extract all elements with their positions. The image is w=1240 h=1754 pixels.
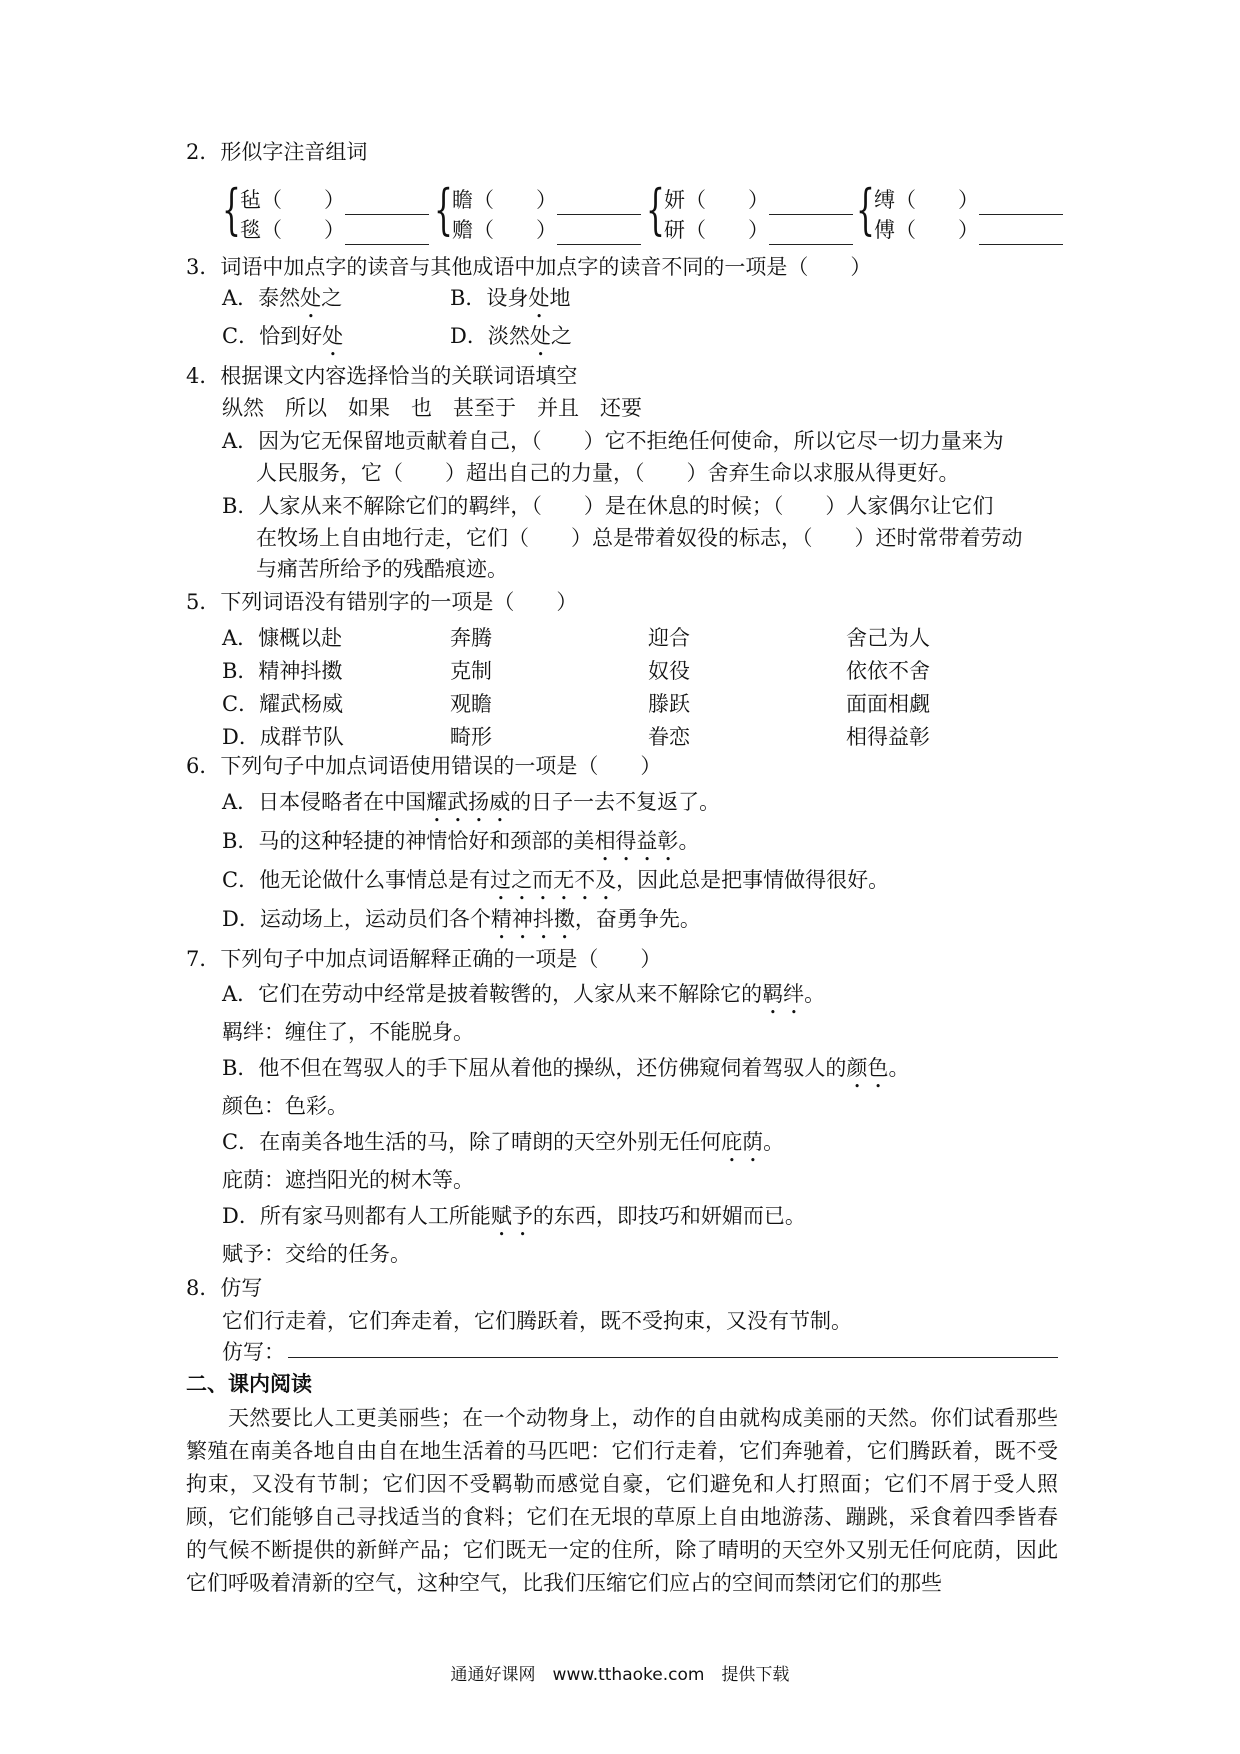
section2-paragraph: 天然要比人工更美丽些；在一个动物身上，动作的自由就构成美丽的天然。你们试看那些繁殖在南美各地自由自在地生活着的马匹吧：它们行走着，它们奔驰着，它们腾跃着，既不受拘束，又没有节制；它们因不受羁勒而感觉自豪，它们避免和人打照面；它们不屑于受人照顾，它们能够自己寻找适当的食料；它们在无垠的草原上自由地游荡、蹦跳，采食着四季皆春的气候不断提供的新鲜产品；它们既无一定的住所，除了晴明的天空外又别无任何庇荫，因此它们呼吸着清新的空气，这种空气，比我们压缩它们应占的空间而禁闭它们的那些 [186, 1406, 1058, 1595]
q5-row3-word1[interactable]: C．耀武杨威 [222, 692, 344, 716]
q2-g2-bottom-blank[interactable] [557, 224, 641, 245]
q5-row1-word1[interactable]: A．慷概以赴 [222, 626, 343, 650]
q2-group-4 [874, 185, 1063, 245]
q2-g2-bottom: 赡（ ） [452, 218, 557, 242]
q4-b-line2: 在牧场上自由地行走，它们（ ）总是带着奴役的标志，（ ）还时常带着劳动 [256, 526, 1023, 550]
footer-source: 通通好课网 www.tthaoke.com 提供下载 [450, 1665, 790, 1685]
q5-row4-word2: 畸形 [450, 725, 492, 749]
q2-g1-top: 毡（ ） [240, 188, 345, 212]
q5-row3-word3: 滕跃 [648, 692, 690, 716]
q4-word-bank: 纵然 所以 如果 也 甚至于 并且 还要 [222, 396, 642, 420]
q7-option-a[interactable]: A．它们在劳动中经常是披着鞍辔的，人家从来不解除它的羁绊。 [222, 982, 826, 1006]
q7-b-definition: 颜色：色彩。 [222, 1094, 348, 1118]
q5-row1-word4: 舍己为人 [846, 626, 930, 650]
q7-option-b[interactable]: B．他不但在驾驭人的手下屈从着他的操纵，还仿佛窥伺着驾驭人的颜色。 [222, 1056, 910, 1080]
q5-row3-word2: 观瞻 [450, 692, 492, 716]
q6-option-d[interactable]: D．运动场上，运动员们各个精神抖擞，奋勇争先。 [222, 907, 701, 931]
q3-title: 3．词语中加点字的读音与其他成语中加点字的读音不同的一项是（ ） [186, 255, 872, 279]
q5-row3-word4: 面面相觑 [846, 692, 930, 716]
q2-g1-top-blank[interactable] [345, 194, 429, 215]
q5-row2-word4: 依依不舍 [846, 659, 930, 683]
q2-g3-top: 妍（ ） [664, 188, 769, 212]
q8-title: 8．仿写 [186, 1276, 263, 1300]
q7-a-definition: 羁绊：缠住了，不能脱身。 [222, 1020, 474, 1044]
q7-d-definition: 赋予：交给的任务。 [222, 1242, 411, 1266]
q3-option-c[interactable]: C．恰到好处 [222, 324, 344, 348]
q2-g4-top-blank[interactable] [979, 194, 1063, 215]
q7-option-c[interactable]: C．在南美各地生活的马，除了晴朗的天空外别无任何庇荫。 [222, 1130, 785, 1154]
q8-label: 仿写： [222, 1340, 285, 1364]
q7-option-d[interactable]: D．所有家马则都有人工所能赋予的东西，即技巧和妍媚而已。 [222, 1204, 806, 1228]
brace-1: { [222, 178, 241, 241]
q5-row1-word3: 迎合 [648, 626, 690, 650]
q7-c-definition: 庇荫：遮挡阳光的树木等。 [222, 1168, 474, 1192]
q4-a-line1: A．因为它无保留地贡献着自己，（ ）它不拒绝任何使命，所以它尽一切力量来为 [222, 429, 1004, 453]
brace-3: { [646, 178, 665, 241]
brace-2: { [434, 178, 453, 241]
q5-row4-word3: 眷恋 [648, 725, 690, 749]
q2-g4-bottom: 傅（ ） [874, 218, 979, 242]
q5-row2-word2: 克制 [450, 659, 492, 683]
q4-b-line1: B．人家从来不解除它们的羁绊，（ ）是在休息的时候；（ ）人家偶尔让它们 [222, 494, 994, 518]
q8-answer-line[interactable] [288, 1357, 1058, 1358]
q3-option-a[interactable]: A．泰然处之 [222, 286, 343, 310]
q2-group-1 [240, 185, 429, 245]
q4-b-line3: 与痛苦所给予的残酷痕迹。 [256, 557, 508, 581]
q4-title: 4．根据课文内容选择恰当的关联词语填空 [186, 364, 578, 388]
q2-g2-top-blank[interactable] [557, 194, 641, 215]
q8-sentence: 它们行走着，它们奔走着，它们腾跃着，既不受拘束，又没有节制。 [222, 1309, 852, 1333]
q6-option-a[interactable]: A．日本侵略者在中国耀武扬威的日子一去不复返了。 [222, 790, 721, 814]
q2-g1-bottom: 毯（ ） [240, 218, 345, 242]
q3-option-b[interactable]: B．设身处地 [450, 286, 571, 310]
q5-row2-word1[interactable]: B．精神抖擞 [222, 659, 343, 683]
q2-g2-top: 瞻（ ） [452, 188, 557, 212]
q7-title: 7．下列句子中加点词语解释正确的一项是（ ） [186, 947, 662, 971]
q4-a-line2: 人民服务，它（ ）超出自己的力量，（ ）舍弃生命以求服从得更好。 [256, 461, 960, 485]
q6-title: 6．下列句子中加点词语使用错误的一项是（ ） [186, 754, 662, 778]
q2-g4-bottom-blank[interactable] [979, 224, 1063, 245]
q2-g3-top-blank[interactable] [769, 194, 853, 215]
q2-group-3 [664, 185, 853, 245]
q5-row4-word1[interactable]: D．成群节队 [222, 725, 344, 749]
q6-option-b[interactable]: B．马的这种轻捷的神情恰好和颈部的美相得益彰。 [222, 829, 700, 853]
q5-row2-word3: 奴役 [648, 659, 690, 683]
q2-g3-bottom: 研（ ） [664, 218, 769, 242]
brace-4: { [856, 178, 875, 241]
q5-row1-word2: 奔腾 [450, 626, 492, 650]
q2-title: 2．形似字注音组词 [186, 140, 368, 164]
q2-g4-top: 缚（ ） [874, 188, 979, 212]
q5-row4-word4: 相得益彰 [846, 725, 930, 749]
q3-option-d[interactable]: D．淡然处之 [450, 324, 572, 348]
section2-heading: 二、课内阅读 [186, 1372, 312, 1396]
q6-option-c[interactable]: C．他无论做什么事情总是有过之而无不及，因此总是把事情做得很好。 [222, 868, 890, 892]
q2-group-2 [452, 185, 641, 245]
q2-g1-bottom-blank[interactable] [345, 224, 429, 245]
q5-title: 5．下列词语没有错别字的一项是（ ） [186, 590, 578, 614]
q2-g3-bottom-blank[interactable] [769, 224, 853, 245]
